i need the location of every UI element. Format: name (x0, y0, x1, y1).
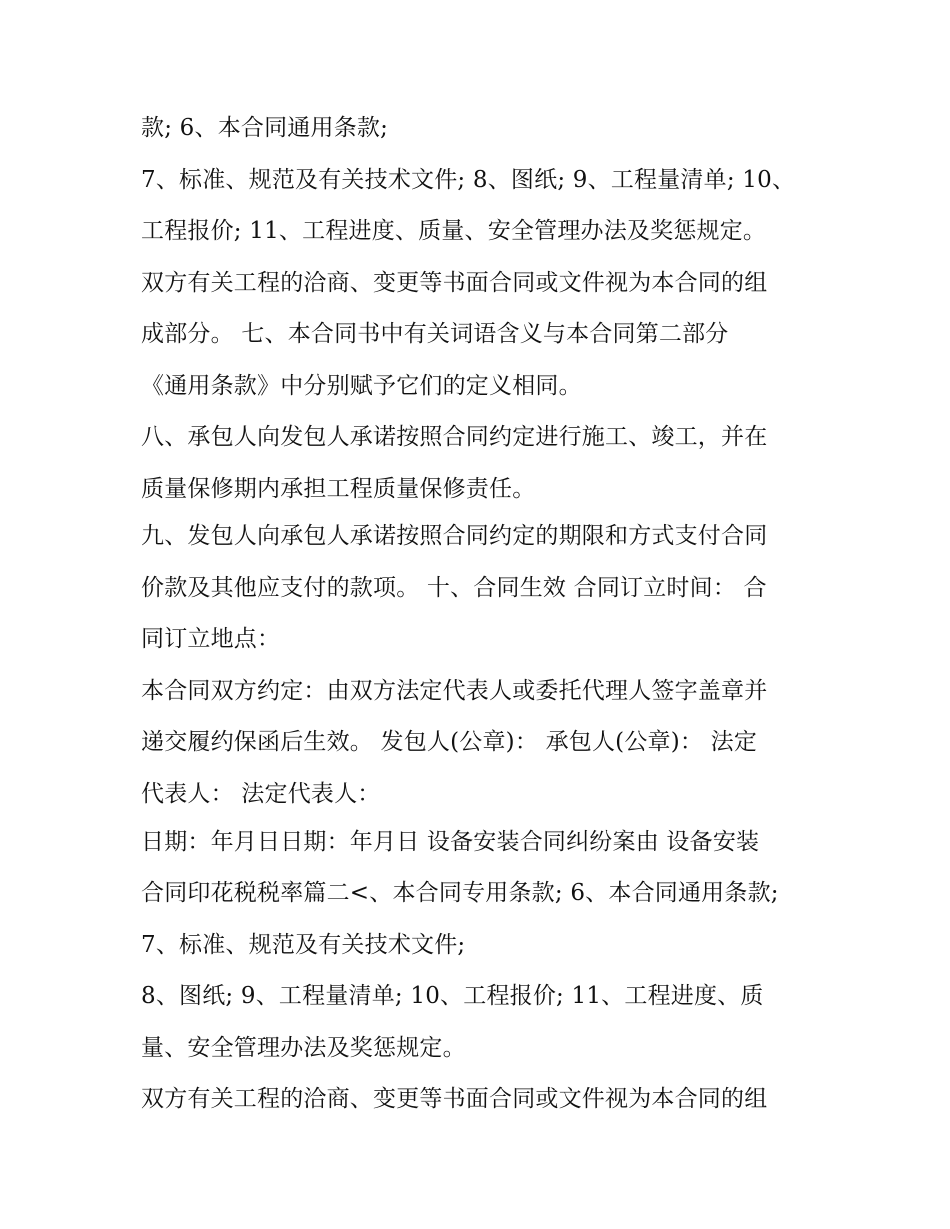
text-line: 7、标准、规范及有关技术文件; (141, 932, 466, 958)
text-line: 同订立地点： (141, 626, 281, 652)
text-line: 《通用条款》中分别赋予它们的定义相同。 (141, 373, 582, 399)
text-line: 成部分。 七、本合同书中有关词语含义与本合同第二部分 (141, 321, 729, 347)
text-line: 质量保修期内承担工程质量保修责任。 (141, 476, 536, 502)
text-line: 双方有关工程的洽商、变更等书面合同或文件视为本合同的组 (141, 1086, 768, 1112)
text-line: 价款及其他应支付的款项。 十、合同生效 合同订立时间： 合 (141, 575, 767, 601)
text-line: 合同印花税税率篇二<、本合同专用条款; 6、本合同通用条款; (141, 880, 779, 906)
text-line: 双方有关工程的洽商、变更等书面合同或文件视为本合同的组 (141, 270, 768, 296)
text-line: 九、发包人向承包人承诺按照合同约定的期限和方式支付合同 (141, 523, 768, 549)
text-line: 本合同双方约定：由双方法定代表人或委托代理人签字盖章并 (141, 678, 768, 704)
text-line: 款; 6、本合同通用条款; (141, 115, 389, 141)
text-line: 工程报价; 11、工程进度、质量、安全管理办法及奖惩规定。 (141, 218, 767, 244)
text-line: 7、标准、规范及有关技术文件; 8、图纸; 9、工程量清单; 10、 (141, 167, 796, 193)
text-line: 代表人： 法定代表人： (141, 781, 381, 807)
text-line: 八、承包人向发包人承诺按照合同约定进行施工、竣工，并在 (141, 424, 768, 450)
text-line: 日期：年月日日期：年月日 设备安装合同纠纷案由 设备安装 (141, 829, 760, 855)
text-line: 量、安全管理办法及奖惩规定。 (141, 1035, 466, 1061)
text-line: 递交履约保函后生效。 发包人(公章)： 承包人(公章)： 法定 (141, 729, 758, 755)
text-line: 8、图纸; 9、工程量清单; 10、工程报价; 11、工程进度、质 (141, 983, 764, 1009)
